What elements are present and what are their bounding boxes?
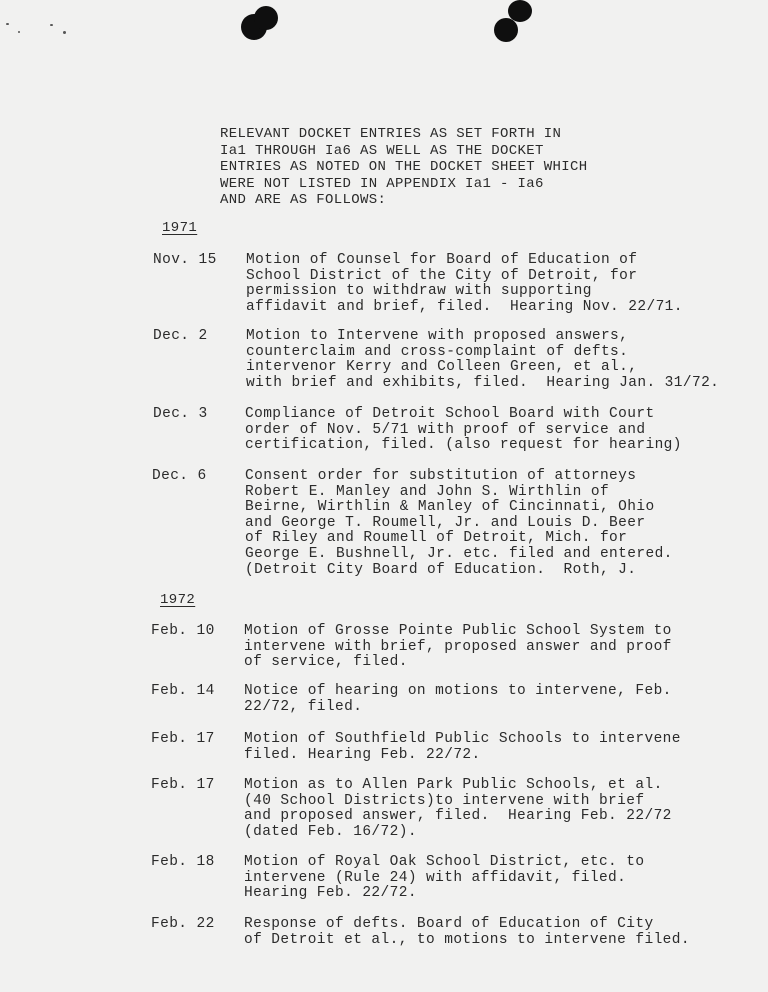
year-heading-1972: 1972	[160, 592, 196, 608]
entry-text: Motion of Royal Oak School District, etc. to intervene (Rule 24) with affidavit, filed. Hearing Feb. 22/72.	[244, 854, 645, 902]
entry-date: Nov. 15	[153, 252, 217, 268]
speck-mark	[63, 31, 66, 34]
entry-text: Notice of hearing on motions to intervene, Feb. 22/72, filed.	[244, 683, 672, 715]
punch-hole-right	[494, 18, 518, 42]
speck-mark	[50, 24, 53, 26]
year-heading-1971: 1971	[162, 220, 198, 236]
entry-date: Dec. 6	[152, 468, 207, 484]
entry-date: Feb. 14	[151, 683, 215, 699]
entry-date: Dec. 3	[153, 406, 208, 422]
punch-hole-left-shadow	[254, 6, 278, 30]
entry-date: Dec. 2	[153, 328, 208, 344]
entry-date: Feb. 17	[151, 731, 215, 747]
entry-text: Motion to Intervene with proposed answers, counterclaim and cross-complaint of defts. intervenor Kerry and Colleen Green, et al., with brief and exhibits, filed. Hearing Jan. 31/72.	[246, 328, 720, 391]
speck-mark	[6, 23, 9, 25]
entry-date: Feb. 22	[151, 916, 215, 932]
entry-text: Motion of Counsel for Board of Education of School District of the City of Detroit, for permission to withdraw with supporting affidavit and brief, filed. Hearing Nov. 22/71.	[246, 252, 683, 315]
punch-hole-right-shadow	[508, 0, 532, 22]
entry-text: Compliance of Detroit School Board with Court order of Nov. 5/71 with proof of service and certification, filed. (also request for hearing)	[245, 406, 682, 454]
intro-paragraph: RELEVANT DOCKET ENTRIES AS SET FORTH IN Ia1 THROUGH Ia6 AS WELL AS THE DOCKET ENTRIES AS NOTED ON THE DOCKET SHEET WHICH WERE NOT LISTED IN APPENDIX Ia1 - Ia6 AND ARE AS FOLLOWS:	[220, 126, 588, 208]
entry-text: Response of defts. Board of Education of City of Detroit et al., to motions to intervene filed.	[244, 916, 690, 948]
entry-date: Feb. 10	[151, 623, 215, 639]
entry-text: Motion of Grosse Pointe Public School System to intervene with brief, proposed answer and proof of service, filed.	[244, 623, 672, 671]
entry-date: Feb. 17	[151, 777, 215, 793]
entry-text: Motion of Southfield Public Schools to intervene filed. Hearing Feb. 22/72.	[244, 731, 681, 763]
entry-date: Feb. 18	[151, 854, 215, 870]
entry-text: Consent order for substitution of attorneys Robert E. Manley and John S. Wirthlin of Beirne, Wirthlin & Manley of Cincinnati, Ohio and George T. Roumell, Jr. and Louis D. Beer of Riley and Roumell of Detroit, Mich. for George E. Bushnell, Jr. etc. filed and entered. (Detroit City Board of Education. Roth, J.	[245, 468, 673, 578]
speck-mark	[18, 31, 20, 33]
entry-text: Motion as to Allen Park Public Schools, et al. (40 School Districts)to intervene with brief and proposed answer, filed. Hearing Feb. 22/72 (dated Feb. 16/72).	[244, 777, 672, 840]
